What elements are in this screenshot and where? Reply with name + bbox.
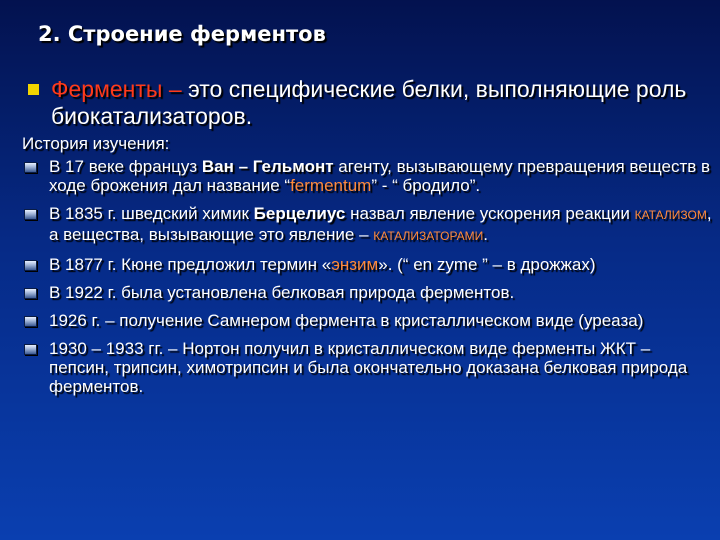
term-highlight: Ферменты –	[51, 76, 189, 102]
bullet-icon	[24, 209, 37, 220]
list-item: 1930 – 1933 гг. – Нортон получил в кристаллическом виде ферменты ЖКТ – пепсин, трипсин, химотрипсин и была окончательно доказана белковая природа ферментов.	[22, 339, 712, 396]
bullet-icon	[24, 316, 37, 327]
bullet-icon	[24, 288, 37, 299]
definition-text: это специфические белки, выполняющие роль биокатализаторов.	[51, 76, 687, 129]
bullet-icon	[24, 162, 37, 173]
history-label: История изучения:	[22, 134, 170, 153]
list-item: В 17 веке француз Ван – Гельмонт агенту, вызывающему превращения веществ в ходе брожения дал название “fermentum” - “ бродило”.	[22, 157, 712, 195]
bullet-icon	[24, 260, 37, 271]
square-bullet-icon	[28, 84, 39, 95]
definition	[28, 76, 698, 130]
slide-title: 2. Строение ферментов	[38, 22, 326, 46]
list-item: В 1835 г. шведский химик Берцелиус назвал явление ускорения реакции КАТАЛИЗОМ, а вещества, вызывающие это явление – КАТАЛИЗАТОРАМИ.	[22, 204, 712, 246]
list-item: В 1922 г. была установлена белковая природа ферментов.	[22, 283, 712, 302]
list-item: В 1877 г. Кюне предложил термин «энзим». (“ en zyme ” – в дрожжах)	[22, 255, 712, 274]
list-item: 1926 г. – получение Самнером фермента в кристаллическом виде (уреаза)	[22, 311, 712, 330]
bullet-icon	[24, 344, 37, 355]
history-list	[22, 157, 712, 405]
